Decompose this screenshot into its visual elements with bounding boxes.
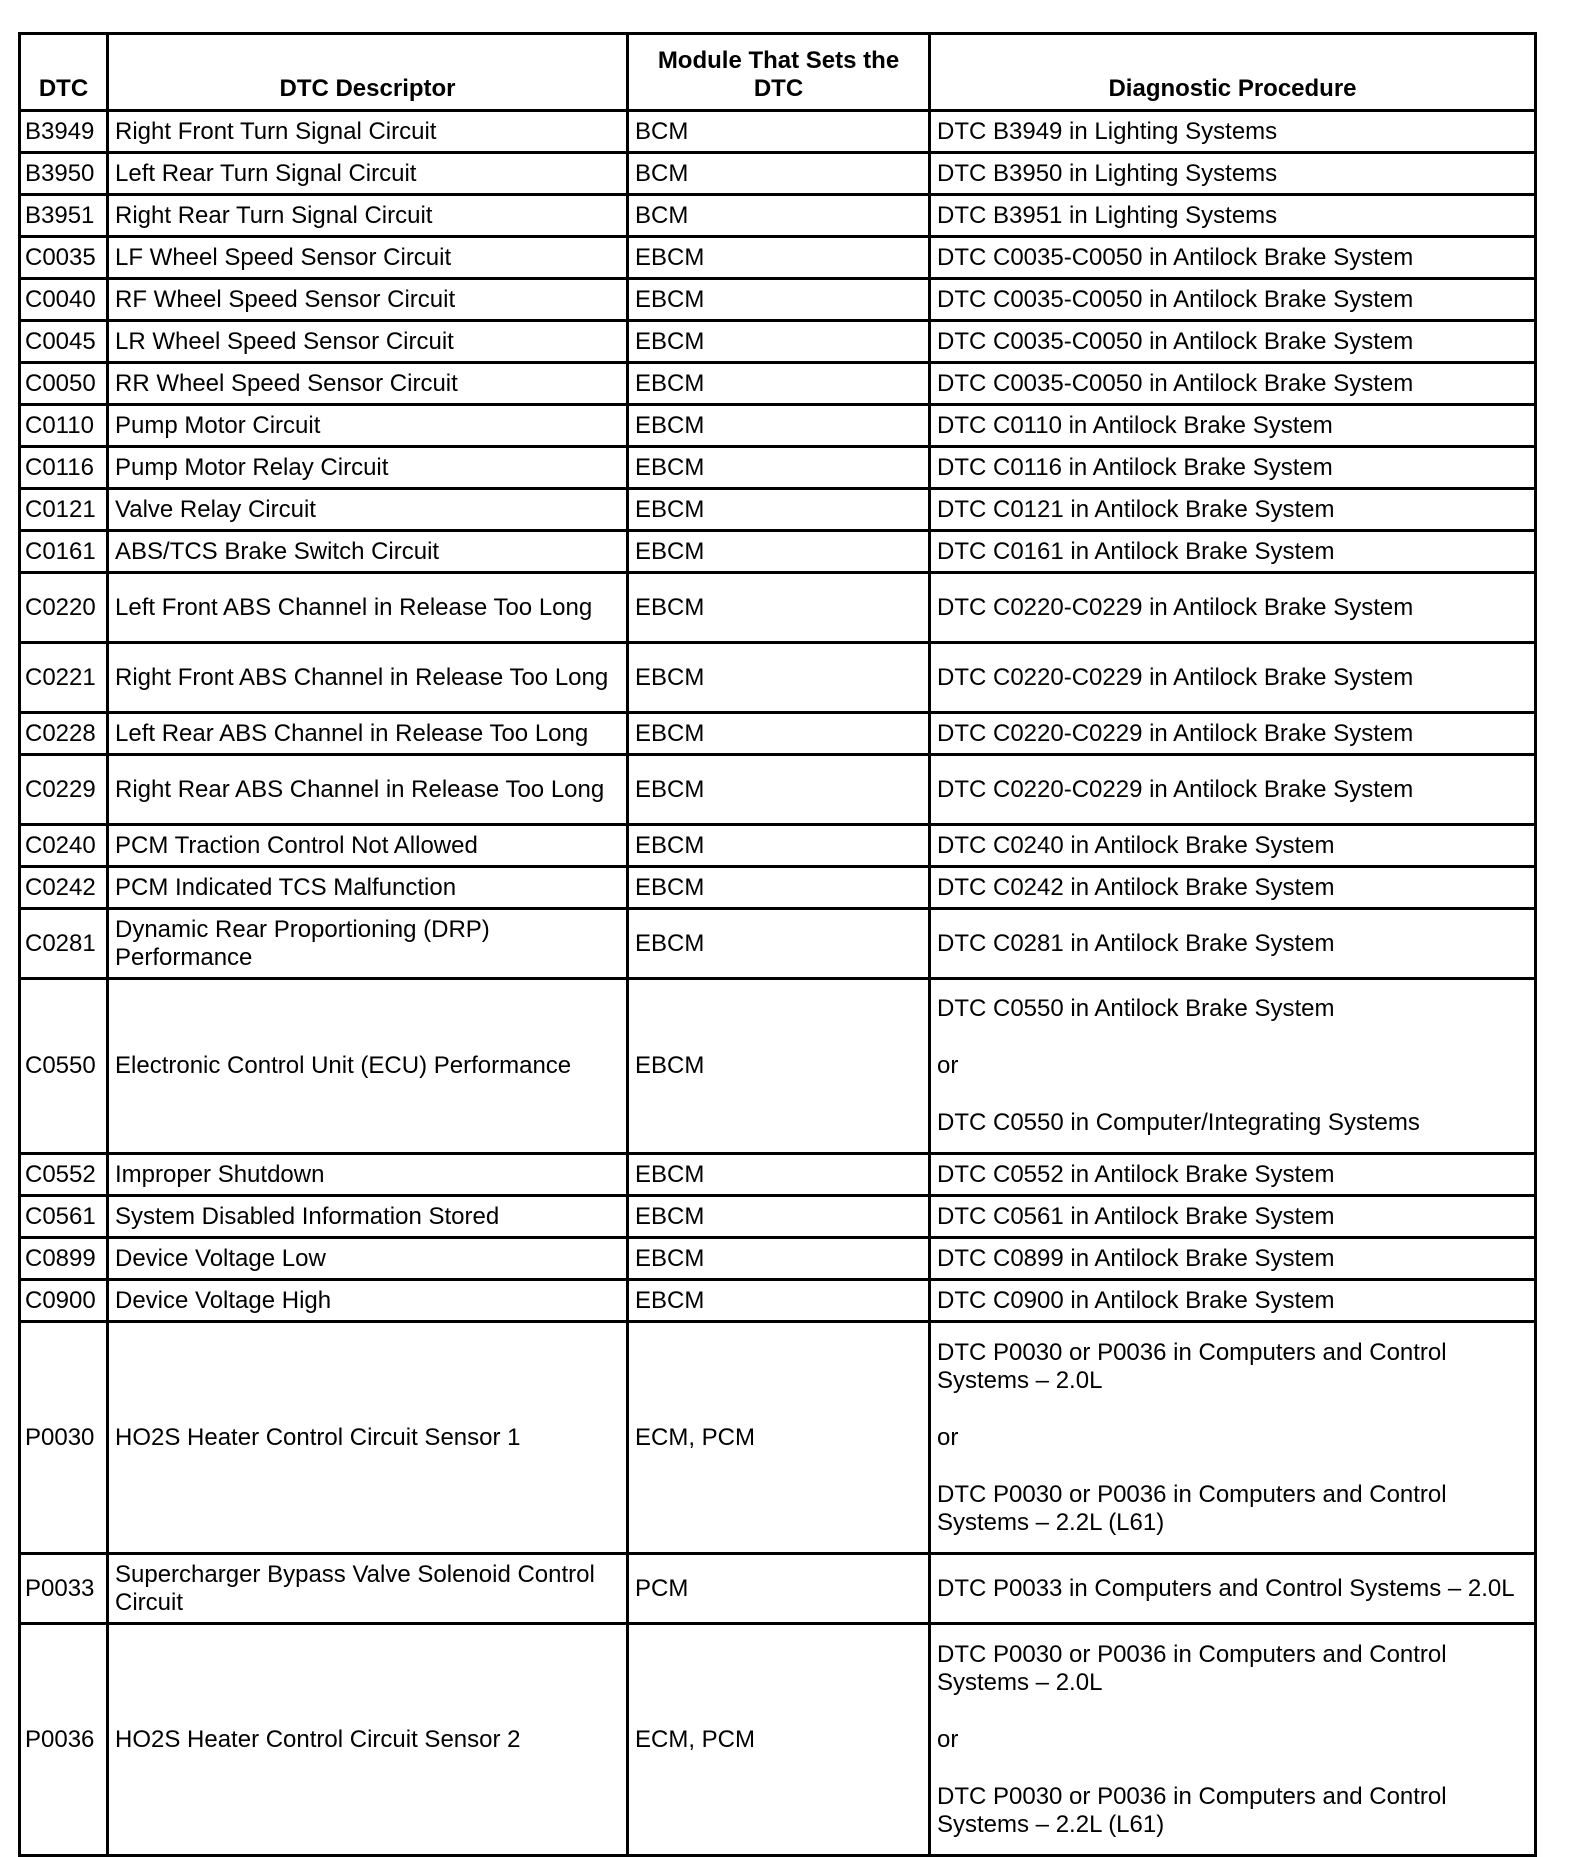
- procedure-reference: DTC C0220-C0229 in Antilock Brake System: [937, 663, 1414, 691]
- header-dtc: DTC: [20, 34, 108, 111]
- dtc-code-cell: C0050: [20, 363, 108, 405]
- dtc-code-cell: P0030: [20, 1322, 108, 1554]
- table-body: [20, 111, 1536, 1856]
- dtc-descriptor-cell: HO2S Heater Control Circuit Sensor 2: [108, 1624, 628, 1856]
- diagnostic-procedure-cell: [930, 1196, 1536, 1238]
- dtc-descriptor-cell: Valve Relay Circuit: [108, 489, 628, 531]
- procedure-reference: DTC P0030 or P0036 in Computers and Control Systems – 2.0L: [937, 1338, 1447, 1394]
- procedure-reference: DTC C0035-C0050 in Antilock Brake System: [937, 327, 1414, 355]
- dtc-code-cell: C0242: [20, 867, 108, 909]
- module-cell: EBCM: [628, 279, 930, 321]
- module-cell: PCM: [628, 1554, 930, 1624]
- module-cell: EBCM: [628, 867, 930, 909]
- module-cell: BCM: [628, 111, 930, 153]
- table-row: [20, 153, 1536, 195]
- diagnostic-procedure-cell: [930, 867, 1536, 909]
- diagnostic-procedure-cell: [930, 909, 1536, 979]
- diagnostic-procedure-cell: [930, 111, 1536, 153]
- procedure-reference: DTC C0121 in Antilock Brake System: [937, 495, 1335, 523]
- procedure-or-separator: or: [937, 1052, 959, 1079]
- module-cell: BCM: [628, 153, 930, 195]
- diagnostic-procedure-cell: [930, 1280, 1536, 1322]
- diagnostic-procedure-cell: [930, 195, 1536, 237]
- diagnostic-procedure-cell: [930, 153, 1536, 195]
- procedure-reference: DTC P0030 or P0036 in Computers and Control Systems – 2.2L (L61): [937, 1480, 1447, 1536]
- procedure-reference: DTC C0552 in Antilock Brake System: [937, 1160, 1335, 1188]
- procedure-reference: DTC C0035-C0050 in Antilock Brake System: [937, 243, 1414, 271]
- dtc-descriptor-cell: Device Voltage Low: [108, 1238, 628, 1280]
- procedure-or-separator: or: [937, 1725, 959, 1753]
- dtc-code-cell: P0036: [20, 1624, 108, 1856]
- diagnostic-procedure-cell: [930, 447, 1536, 489]
- table-row: [20, 1280, 1536, 1322]
- dtc-descriptor-cell: ABS/TCS Brake Switch Circuit: [108, 531, 628, 573]
- module-cell: EBCM: [628, 489, 930, 531]
- table-row: [20, 867, 1536, 909]
- procedure-reference: DTC P0030 or P0036 in Computers and Control Systems – 2.0L: [937, 1640, 1447, 1696]
- diagnostic-procedure-cell: [930, 363, 1536, 405]
- diagnostic-procedure-cell: [930, 1624, 1536, 1856]
- dtc-code-cell: C0550: [20, 979, 108, 1154]
- dtc-descriptor-cell: Dynamic Rear Proportioning (DRP) Performance: [108, 909, 628, 979]
- module-cell: EBCM: [628, 755, 930, 825]
- module-cell: EBCM: [628, 1280, 930, 1322]
- dtc-descriptor-cell: Right Rear ABS Channel in Release Too Long: [108, 755, 628, 825]
- table-row: [20, 1238, 1536, 1280]
- dtc-descriptor-cell: PCM Traction Control Not Allowed: [108, 825, 628, 867]
- table-header-row: [20, 34, 1536, 111]
- procedure-reference: DTC C0035-C0050 in Antilock Brake System: [937, 369, 1414, 397]
- diagnostic-procedure-cell: [930, 405, 1536, 447]
- table-row: [20, 321, 1536, 363]
- diagnostic-procedure-cell: [930, 643, 1536, 713]
- diagnostic-procedure-cell: [930, 713, 1536, 755]
- module-cell: BCM: [628, 195, 930, 237]
- procedure-reference: DTC B3950 in Lighting Systems: [937, 159, 1278, 187]
- table-row: [20, 195, 1536, 237]
- procedure-reference: DTC C0220-C0229 in Antilock Brake System: [937, 775, 1414, 803]
- dtc-table-container: [18, 32, 1537, 1857]
- module-cell: EBCM: [628, 237, 930, 279]
- dtc-descriptor-cell: Right Rear Turn Signal Circuit: [108, 195, 628, 237]
- dtc-descriptor-cell: System Disabled Information Stored: [108, 1196, 628, 1238]
- table-row: [20, 573, 1536, 643]
- procedure-reference: DTC C0900 in Antilock Brake System: [937, 1286, 1335, 1314]
- procedure-reference: DTC P0030 or P0036 in Computers and Control Systems – 2.2L (L61): [937, 1782, 1447, 1838]
- module-cell: EBCM: [628, 573, 930, 643]
- procedure-reference: DTC C0035-C0050 in Antilock Brake System: [937, 285, 1414, 313]
- module-cell: EBCM: [628, 1154, 930, 1196]
- header-procedure: Diagnostic Procedure: [930, 34, 1536, 111]
- module-cell: EBCM: [628, 363, 930, 405]
- procedure-reference: DTC C0550 in Antilock Brake System: [937, 995, 1335, 1022]
- dtc-code-cell: B3949: [20, 111, 108, 153]
- diagnostic-procedure-cell: [930, 321, 1536, 363]
- procedure-reference: DTC C0161 in Antilock Brake System: [937, 537, 1335, 565]
- table-row: [20, 111, 1536, 153]
- dtc-table: [18, 32, 1537, 1857]
- table-row: [20, 405, 1536, 447]
- table-row: [20, 909, 1536, 979]
- module-cell: EBCM: [628, 531, 930, 573]
- procedure-reference: DTC B3951 in Lighting Systems: [937, 201, 1278, 229]
- module-cell: ECM, PCM: [628, 1624, 930, 1856]
- procedure-reference: DTC C0240 in Antilock Brake System: [937, 831, 1335, 859]
- procedure-reference: DTC C0220-C0229 in Antilock Brake System: [937, 719, 1414, 747]
- dtc-code-cell: C0040: [20, 279, 108, 321]
- table-row: [20, 1624, 1536, 1856]
- dtc-descriptor-cell: Improper Shutdown: [108, 1154, 628, 1196]
- dtc-descriptor-cell: Device Voltage High: [108, 1280, 628, 1322]
- dtc-code-cell: C0240: [20, 825, 108, 867]
- dtc-code-cell: C0899: [20, 1238, 108, 1280]
- procedure-reference: DTC C0110 in Antilock Brake System: [937, 411, 1333, 439]
- dtc-descriptor-cell: Left Rear Turn Signal Circuit: [108, 153, 628, 195]
- diagnostic-procedure-cell: [930, 489, 1536, 531]
- table-row: [20, 363, 1536, 405]
- table-row: [20, 825, 1536, 867]
- dtc-descriptor-cell: Supercharger Bypass Valve Solenoid Control Circuit: [108, 1554, 628, 1624]
- diagnostic-procedure-cell: [930, 1154, 1536, 1196]
- dtc-descriptor-cell: Left Front ABS Channel in Release Too Long: [108, 573, 628, 643]
- procedure-reference: DTC C0550 in Computer/Integrating Systems: [937, 1109, 1420, 1136]
- procedure-reference: DTC C0220-C0229 in Antilock Brake System: [937, 593, 1414, 621]
- procedure-reference: DTC C0561 in Antilock Brake System: [937, 1202, 1335, 1230]
- dtc-code-cell: C0221: [20, 643, 108, 713]
- table-row: [20, 1554, 1536, 1624]
- dtc-descriptor-cell: Pump Motor Relay Circuit: [108, 447, 628, 489]
- module-cell: EBCM: [628, 825, 930, 867]
- table-row: [20, 643, 1536, 713]
- dtc-descriptor-cell: LR Wheel Speed Sensor Circuit: [108, 321, 628, 363]
- procedure-reference: DTC C0899 in Antilock Brake System: [937, 1244, 1335, 1272]
- dtc-code-cell: C0229: [20, 755, 108, 825]
- table-row: [20, 279, 1536, 321]
- dtc-code-cell: C0900: [20, 1280, 108, 1322]
- dtc-descriptor-cell: RR Wheel Speed Sensor Circuit: [108, 363, 628, 405]
- dtc-code-cell: C0161: [20, 531, 108, 573]
- table-row: [20, 979, 1536, 1154]
- dtc-code-cell: B3950: [20, 153, 108, 195]
- header-descriptor: DTC Descriptor: [108, 34, 628, 111]
- module-cell: EBCM: [628, 713, 930, 755]
- module-cell: EBCM: [628, 405, 930, 447]
- diagnostic-procedure-cell: [930, 1238, 1536, 1280]
- table-row: [20, 1196, 1536, 1238]
- module-cell: EBCM: [628, 447, 930, 489]
- dtc-code-cell: C0116: [20, 447, 108, 489]
- dtc-descriptor-cell: Right Front Turn Signal Circuit: [108, 111, 628, 153]
- dtc-code-cell: C0220: [20, 573, 108, 643]
- diagnostic-procedure-cell: [930, 531, 1536, 573]
- procedure-or-separator: or: [937, 1423, 959, 1451]
- procedure-reference: DTC C0242 in Antilock Brake System: [937, 873, 1335, 901]
- dtc-descriptor-cell: Pump Motor Circuit: [108, 405, 628, 447]
- procedure-reference: DTC C0116 in Antilock Brake System: [937, 453, 1333, 481]
- dtc-descriptor-cell: Electronic Control Unit (ECU) Performance: [108, 979, 628, 1154]
- diagnostic-procedure-cell: [930, 755, 1536, 825]
- dtc-descriptor-cell: Right Front ABS Channel in Release Too Long: [108, 643, 628, 713]
- table-row: [20, 237, 1536, 279]
- module-cell: EBCM: [628, 909, 930, 979]
- dtc-code-cell: C0121: [20, 489, 108, 531]
- dtc-code-cell: C0228: [20, 713, 108, 755]
- diagnostic-procedure-cell: [930, 237, 1536, 279]
- diagnostic-procedure-cell: [930, 1322, 1536, 1554]
- module-cell: EBCM: [628, 979, 930, 1154]
- procedure-reference: DTC P0033 in Computers and Control Systems – 2.0L: [937, 1574, 1515, 1602]
- dtc-descriptor-cell: PCM Indicated TCS Malfunction: [108, 867, 628, 909]
- procedure-reference: DTC C0281 in Antilock Brake System: [937, 929, 1335, 957]
- dtc-descriptor-cell: HO2S Heater Control Circuit Sensor 1: [108, 1322, 628, 1554]
- dtc-code-cell: C0281: [20, 909, 108, 979]
- dtc-code-cell: B3951: [20, 195, 108, 237]
- table-row: [20, 1154, 1536, 1196]
- procedure-reference: DTC B3949 in Lighting Systems: [937, 117, 1278, 145]
- dtc-code-cell: C0552: [20, 1154, 108, 1196]
- module-cell: EBCM: [628, 321, 930, 363]
- diagnostic-procedure-cell: [930, 1554, 1536, 1624]
- dtc-descriptor-cell: Left Rear ABS Channel in Release Too Long: [108, 713, 628, 755]
- diagnostic-procedure-cell: [930, 279, 1536, 321]
- module-cell: EBCM: [628, 1238, 930, 1280]
- dtc-code-cell: C0110: [20, 405, 108, 447]
- table-row: [20, 713, 1536, 755]
- table-row: [20, 489, 1536, 531]
- header-module: Module That Sets the DTC: [628, 34, 930, 111]
- module-cell: EBCM: [628, 1196, 930, 1238]
- diagnostic-procedure-cell: [930, 979, 1536, 1154]
- table-row: [20, 1322, 1536, 1554]
- dtc-descriptor-cell: RF Wheel Speed Sensor Circuit: [108, 279, 628, 321]
- diagnostic-procedure-cell: [930, 573, 1536, 643]
- dtc-code-cell: C0045: [20, 321, 108, 363]
- diagnostic-procedure-cell: [930, 825, 1536, 867]
- table-row: [20, 531, 1536, 573]
- dtc-code-cell: C0035: [20, 237, 108, 279]
- dtc-descriptor-cell: LF Wheel Speed Sensor Circuit: [108, 237, 628, 279]
- table-row: [20, 755, 1536, 825]
- module-cell: ECM, PCM: [628, 1322, 930, 1554]
- dtc-code-cell: P0033: [20, 1554, 108, 1624]
- table-row: [20, 447, 1536, 489]
- module-cell: EBCM: [628, 643, 930, 713]
- dtc-code-cell: C0561: [20, 1196, 108, 1238]
